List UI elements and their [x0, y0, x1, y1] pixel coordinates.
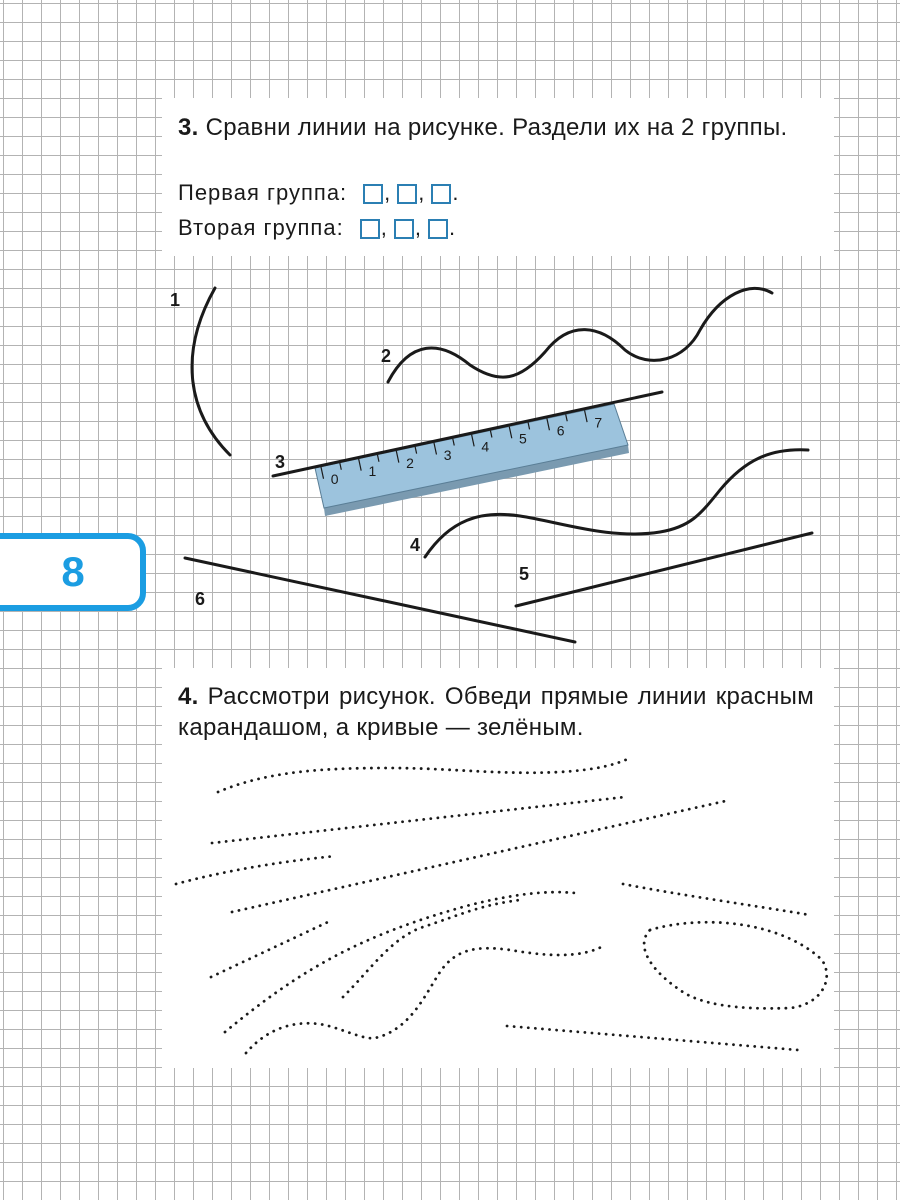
comma: , [380, 215, 388, 240]
line-label-3: 3 [275, 452, 286, 472]
period: . [452, 180, 460, 205]
ruler-number: 6 [556, 422, 565, 439]
comma: , [384, 180, 392, 205]
line-2[interactable] [388, 288, 772, 382]
task4-text [178, 681, 814, 743]
ruler-number: 7 [594, 414, 603, 431]
task3-instruction: Сравни линии на рисунке. Раздели их на 2 группы. [205, 114, 788, 141]
dotted-line[interactable] [246, 945, 605, 1053]
ruler [315, 404, 629, 516]
line-1[interactable] [192, 288, 230, 455]
line-label-4: 4 [410, 535, 421, 555]
ruler-number: 2 [406, 454, 414, 471]
dotted-line[interactable] [225, 892, 575, 1032]
line-label-2: 2 [381, 346, 392, 366]
comma: , [414, 215, 422, 240]
ruler-number: 1 [368, 462, 377, 479]
comma: , [418, 180, 426, 205]
dotted-line[interactable] [212, 797, 625, 843]
line-label-5: 5 [519, 564, 530, 584]
ruler-number: 4 [481, 438, 490, 455]
dotted-line[interactable] [644, 922, 827, 1008]
dotted-line[interactable] [232, 800, 730, 912]
period: . [448, 215, 457, 240]
line-label-6: 6 [195, 589, 206, 609]
first-group-label: Первая группа: [178, 180, 348, 205]
dotted-line[interactable] [218, 758, 630, 792]
task4-instruction: Рассмотри рисунок. Обведи прямые линии красным карандашом, а кривые — зелёным. [178, 683, 814, 741]
task3-number: 3. [178, 114, 199, 141]
second-group-label: Вторая группа: [178, 215, 344, 240]
task4-number: 4. [178, 683, 199, 710]
line-label-1: 1 [170, 290, 181, 310]
dotted-line[interactable] [176, 856, 336, 884]
page-number: 8 [61, 548, 85, 595]
line-6[interactable] [185, 558, 575, 642]
ruler-number: 0 [330, 471, 339, 488]
line-5[interactable] [516, 533, 812, 606]
ruler-number: 5 [519, 430, 527, 447]
ruler-number: 3 [443, 446, 452, 463]
dotted-line[interactable] [507, 1026, 798, 1050]
dotted-line[interactable] [623, 884, 810, 915]
